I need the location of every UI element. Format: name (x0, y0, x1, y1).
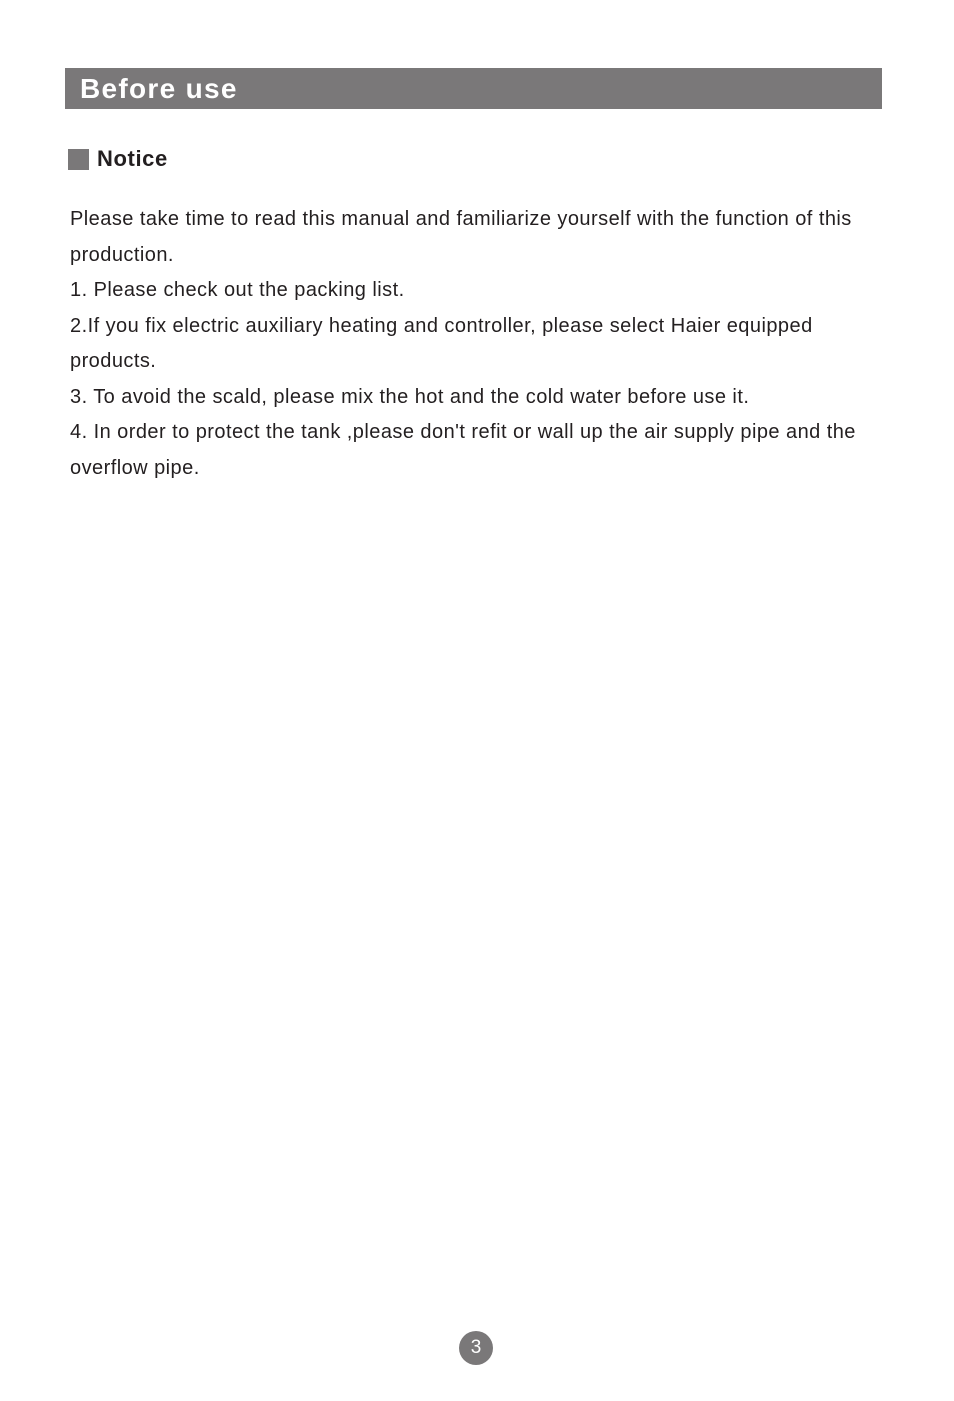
page-number: 3 (459, 1331, 493, 1365)
notice-item-3: 3. To avoid the scald, please mix the hot and the cold water before use it. (70, 385, 750, 408)
section-heading (68, 146, 168, 172)
notice-item-2: 2.If you fix electric auxiliary heating and controller, please select Haier equipped products. (70, 314, 813, 372)
header-bar (65, 68, 882, 109)
square-bullet-icon (68, 149, 89, 170)
notice-item-1: 1. Please check out the packing list. (70, 279, 405, 301)
section-title: Notice (97, 146, 168, 171)
page-title: Before use (80, 73, 238, 104)
intro-paragraph: Please take time to read this manual and familiarize yourself with the function of this production. (70, 208, 852, 266)
notice-body (70, 202, 870, 486)
notice-item-4: 4. In order to protect the tank ,please don't refit or wall up the air supply pipe and the overflow pipe. (70, 421, 856, 479)
